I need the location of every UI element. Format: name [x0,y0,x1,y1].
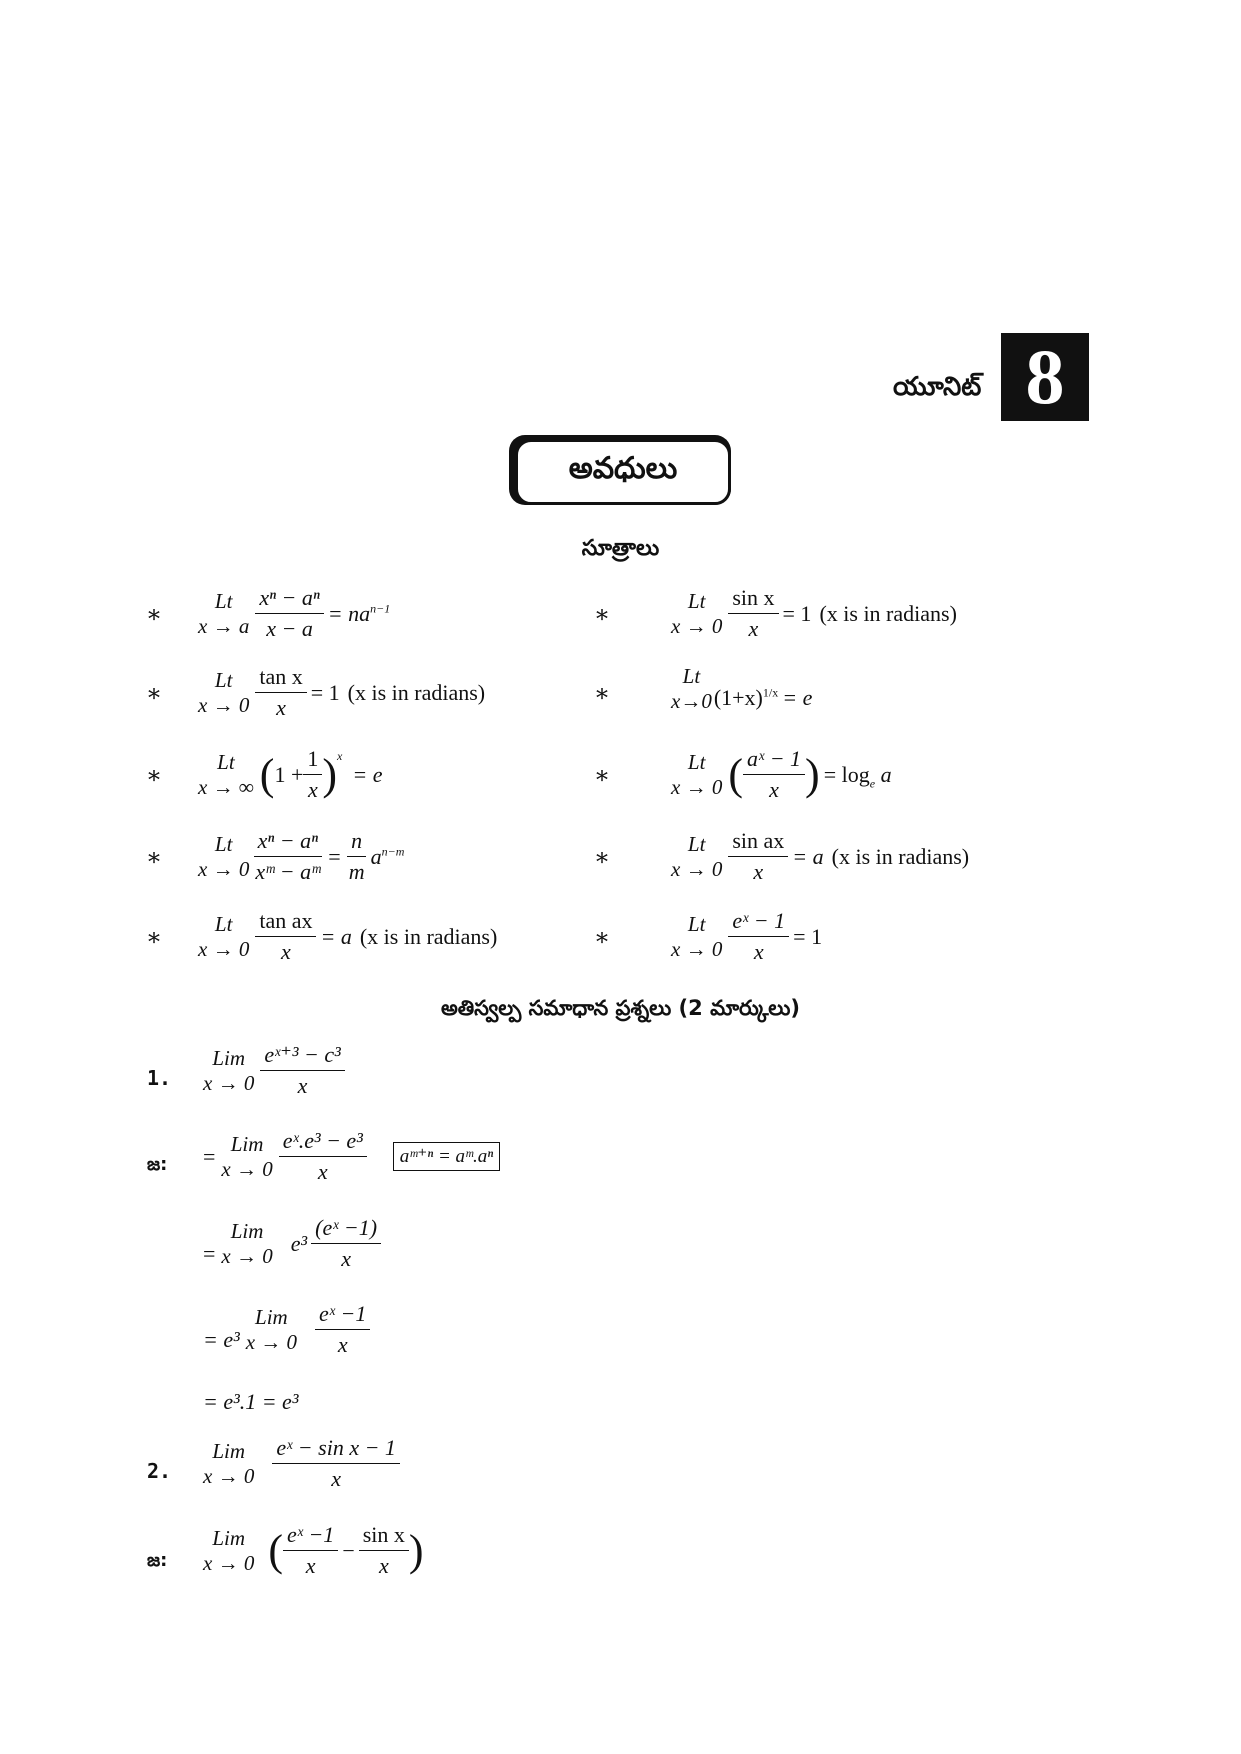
bullet: * [148,684,160,712]
exponent: 1/x [762,685,779,700]
equals: = [203,1240,216,1266]
numerator: tan x [255,664,306,693]
denominator: x [341,1246,351,1271]
rhs: = log [823,761,870,787]
denominator-1: x [305,1553,316,1578]
bullet: * [148,848,160,876]
numerator-1: eˣ −1 [283,1522,338,1551]
rhs: = a [792,843,824,869]
note: (x is in radians) [831,843,970,869]
lim-under: x → 0 [671,613,723,638]
bullet: * [148,605,160,633]
numerator: xⁿ − aⁿ [254,828,322,857]
rhs: = na [327,600,371,626]
note: (x is in radians) [819,600,957,626]
numerator: eˣ⁺³ − c³ [260,1042,344,1071]
lim-word: Lim [212,1438,245,1463]
base-expr: 1 + [274,761,304,787]
lim-under: x → 0 [671,936,723,961]
rhs: = e [782,685,813,710]
numerator: eˣ.e³ − e³ [279,1128,367,1157]
lim-word: Lim [230,1131,264,1156]
note: (x is in radians) [347,679,486,705]
rhs: a [370,843,382,869]
denominator: xᵐ − aᵐ [255,859,321,884]
factor: e³ [290,1230,308,1256]
lim-word: Lt [214,911,233,936]
lim-under: x → ∞ [198,774,254,799]
denominator: x [281,939,291,964]
formula-4 [671,664,812,714]
solution-step-3 [203,1301,370,1358]
chapter-title: అవధులు [515,439,731,505]
lead-term: = e³ [203,1326,240,1352]
formula-3 [198,664,485,721]
question-1 [203,1042,345,1099]
section-heading: అతిస్వల్ప సమాధాన ప్రశ్నలు (2 మార్కులు) [440,996,801,1020]
bullet: * [596,684,608,712]
numerator: (eˣ −1) [311,1215,381,1244]
lim-word: Lt [687,831,706,856]
unit-number-box: 8 [1001,333,1089,421]
denominator: x [748,616,759,641]
numerator: sin ax [728,828,788,857]
lim-word: Lt [214,831,233,856]
exponent-rule-box: aᵐ⁺ⁿ = aᵐ.aⁿ [393,1142,500,1171]
bullet: * [596,766,608,794]
lim-under: x → a [198,613,250,638]
lim-word: Lim [255,1304,288,1329]
question-number-1: 1. [147,1066,172,1090]
solution-result: = e³.1 = e³ [203,1389,299,1414]
bullet: * [148,766,160,794]
numerator: eˣ − 1 [728,908,789,937]
formulas-heading: సూత్రాలు [581,536,660,561]
denominator: x [769,777,779,802]
lim-word: Lim [230,1218,264,1243]
lim-word: Lim [212,1525,245,1550]
rhs: = 1 [782,600,812,626]
question-2 [203,1435,400,1492]
log-arg: a [880,761,892,787]
rhs: = e [352,761,383,787]
log-base: e [869,775,876,790]
bullet: * [596,848,608,876]
base-expr: (1+x) [713,685,763,710]
numerator: eˣ − sin x − 1 [272,1435,400,1464]
lim-under: x → 0 [671,774,723,799]
lim-under: x → 0 [203,1070,255,1095]
formula-1 [198,585,390,642]
formula-8 [671,828,969,885]
lim-under: x → 0 [221,1156,273,1181]
numerator: aˣ − 1 [743,746,805,775]
lim-word: Lt [214,667,233,692]
lim-under: x → 0 [245,1329,298,1354]
rhs-exponent: n−m [381,844,405,859]
answer-label-2: జ: [147,1550,168,1571]
denominator: x [753,859,764,884]
formula-10 [671,908,822,965]
equals: = [203,1143,216,1169]
denominator: x [753,939,764,964]
formula-6: Lt x → 0 ( $\frac{\text{aˣ − 1}}{x}$ ) = $\log_e a$ [671,746,892,802]
formula-2 [671,585,957,642]
denominator: x [297,1073,308,1098]
rhs: = a [320,923,352,949]
solution-2-step-1: Lim x → 0 ( $\frac{\text{eˣ −1}}{x}$ − $\frac{\text{sin x}}{x}$ ) [203,1522,424,1578]
denominator: x − a [266,616,313,641]
solution-step-1 [203,1128,500,1185]
note: (x is in radians) [359,923,498,949]
numerator: eˣ −1 [315,1301,370,1330]
lim-under: x → 0 [198,936,250,961]
bullet: * [596,605,608,633]
unit-label: యూనిట్ [893,372,982,402]
formula-9 [198,908,497,965]
formula-7: Lt x → 0 $\frac{\text{xⁿ − aⁿ}}{\text{xᵐ − aᵐ}}$ = $\frac{n}{m}$ $a^{n-m}$ [198,828,405,884]
lim-under: x → 0 [198,692,250,717]
denominator: x [276,695,286,720]
lim-word: Lt [214,588,233,613]
denominator: x [317,1159,328,1184]
numerator: sin x [728,585,778,614]
lim-under: x → 0 [203,1463,255,1488]
lim-under: x → 0 [221,1243,273,1268]
bullet: * [596,928,608,956]
lim-under: x→0 [671,689,712,713]
lim-word: Lt [217,749,235,774]
rhs-exponent: n−1 [370,601,391,616]
inner-numerator: 1 [303,746,322,775]
numerator-2: sin x [359,1522,409,1551]
formula-5: Lt x → ∞ ( 1 + $\frac{1}{x}$ ) x = e [198,746,383,802]
inner-denominator: x [307,777,318,802]
denominator: x [331,1466,342,1491]
lim-under: x → 0 [203,1550,255,1575]
denominator: x [337,1332,348,1357]
denominator-2: x [378,1553,389,1578]
minus: − [342,1537,355,1563]
lim-word: Lim [212,1045,245,1070]
rhs: = 1 [793,923,823,949]
numerator: xⁿ − aⁿ [255,585,323,614]
lim-word: Lt [687,911,706,936]
lim-word: Lt [682,664,701,688]
solution-step-2 [203,1215,381,1272]
lim-word: Lt [687,588,706,613]
numerator: tan ax [255,908,316,937]
rhs-denominator: m [348,859,365,884]
lim-word: Lt [687,749,706,774]
question-number-2: 2. [147,1459,172,1483]
answer-label-1: జ: [147,1154,168,1175]
rhs-numerator: n [347,828,366,857]
rhs: = 1 [310,679,340,705]
lim-under: x → 0 [198,856,250,881]
bullet: * [148,928,160,956]
lim-under: x → 0 [671,856,723,881]
